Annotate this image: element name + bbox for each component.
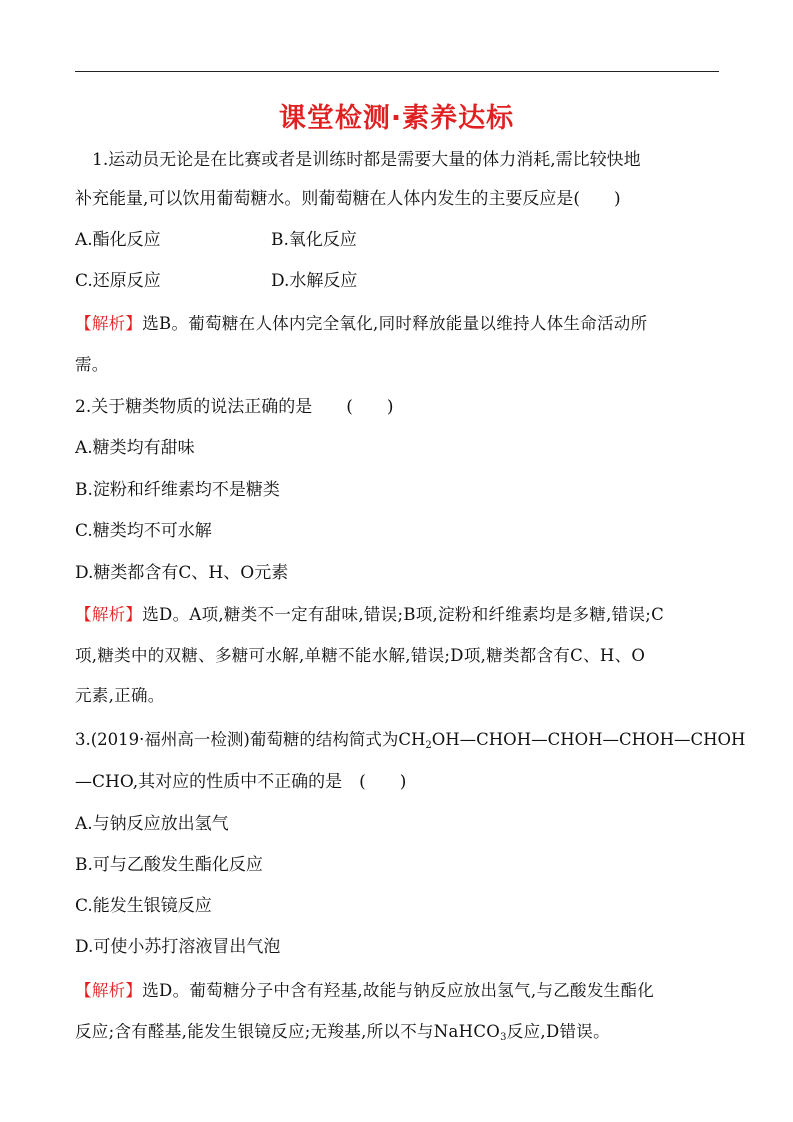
q1-option-row-2 [75,271,358,291]
q2-stem: 2.关于糖类物质的说法正确的是 ( ) [75,397,394,417]
page-title: 课堂检测·素养达标 [278,103,515,134]
q1-option-a: A.酯化反应 [75,230,161,250]
q1-analysis-line2: 需。 [75,355,109,374]
q3-option-d: D.可使小苏打溶液冒出气泡 [75,937,281,957]
q2-option-b: B.淀粉和纤维素均不是糖类 [75,480,280,500]
q2-analysis-line3: 元素,正确。 [75,686,165,705]
q2-option-a: A.糖类均有甜味 [75,438,195,458]
q3-option-c: C.能发生银镜反应 [75,896,212,916]
q2-option-d: D.糖类都含有C、H、O元素 [75,563,289,583]
analysis-tag: 【解析】 [75,981,143,1000]
q1-option-c: C.还原反应 [75,271,161,291]
q3-analysis-line1: 【解析】选D。葡萄糖分子中含有羟基,故能与钠反应放出氢气,与乙酸发生酯化 [75,981,655,1000]
q3-stem-line2: —CHO,其对应的性质中不正确的是 ( ) [75,772,407,792]
q1-option-b: B.氧化反应 [271,230,357,250]
q1-stem-line2: 补充能量,可以饮用葡萄糖水。则葡萄糖在人体内发生的主要反应是( ) [75,189,621,209]
q1-option-d: D.水解反应 [271,271,358,291]
q1-option-row-1 [75,230,357,250]
analysis-tag: 【解析】 [75,314,143,333]
q3-stem-line1: 3.(2019·福州高一检测)葡萄糖的结构简式为$CH_2OH—CHOH—CHOH—CHOH—CHOH$ [75,730,746,751]
q2-option-c: C.糖类均不可水解 [75,521,212,541]
analysis-tag: 【解析】 [75,605,143,624]
q2-analysis-line1: 【解析】选D。A项,糖类不一定有甜味,错误;B项,淀粉和纤维素均是多糖,错误;C [75,605,665,624]
q2-analysis-line2: 项,糖类中的双糖、多糖可水解,单糖不能水解,错误;D项,糖类都含有C、H、O [75,646,646,665]
q3-option-a: A.与钠反应放出氢气 [75,814,229,834]
q3-option-b: B.可与乙酸发生酯化反应 [75,855,263,875]
q1-stem-line1: 1.运动员无论是在比赛或者是训练时都是需要大量的体力消耗,需比较快地 [92,150,641,170]
header-rule [75,71,719,72]
q3-analysis-line2: 反应;含有醛基,能发生银镜反应;无羧基,所以不与NaHCO$_3$反应,D错误。 [75,1022,610,1043]
q1-analysis-line1: 【解析】选B。葡萄糖在人体内完全氧化,同时释放能量以维持人体生命活动所 [75,314,648,333]
